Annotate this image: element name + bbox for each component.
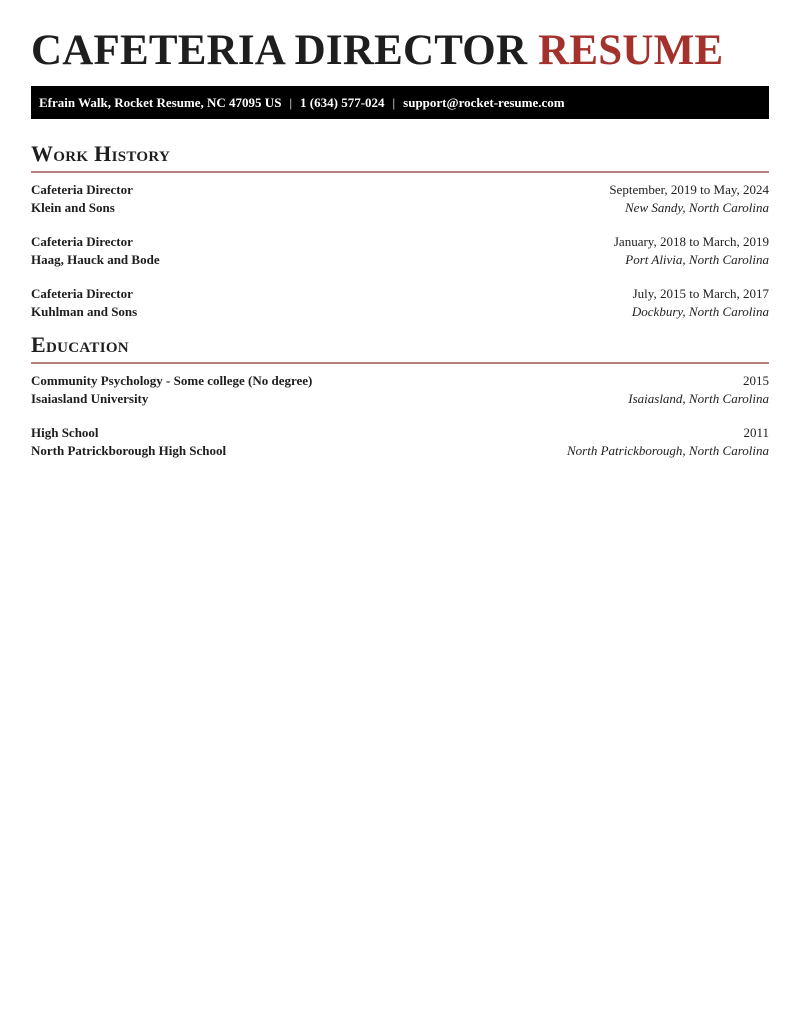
work-entry [31, 285, 769, 320]
education-entry [31, 372, 769, 407]
entry-row [31, 390, 769, 408]
institution-name: North Patrickborough High School [31, 442, 227, 458]
job-location: New Sandy, North Carolina [625, 199, 769, 215]
contact-address: Efrain Walk, Rocket Resume, NC 47095 US [39, 95, 282, 110]
job-location: Dockbury, North Carolina [631, 303, 769, 319]
job-dates: September, 2019 to May, 2024 [609, 182, 769, 197]
title-main: CAFETERIA DIRECTOR [31, 27, 528, 74]
resume-title [31, 27, 723, 75]
contact-bar [31, 86, 769, 119]
entry-row [31, 233, 769, 251]
entry-row [31, 285, 769, 303]
employer-name: Klein and Sons [31, 199, 115, 215]
job-dates: July, 2015 to March, 2017 [632, 286, 769, 301]
graduation-year: 2015 [743, 373, 769, 388]
contact-separator: | [289, 95, 293, 110]
job-location: Port Alivia, North Carolina [625, 251, 769, 267]
entry-row [31, 303, 769, 321]
degree-name: High School [31, 425, 99, 440]
institution-location: Isaiasland, North Carolina [628, 390, 769, 406]
entry-row [31, 442, 769, 460]
entry-row [31, 372, 769, 390]
entry-row [31, 251, 769, 269]
degree-name: Community Psychology - Some college (No degree) [31, 373, 313, 388]
institution-location: North Patrickborough, North Carolina [567, 442, 769, 458]
education-entry [31, 424, 769, 459]
entry-row [31, 181, 769, 199]
work-history-section [31, 141, 769, 337]
section-heading-work-history: Work History [31, 141, 171, 166]
work-entry [31, 233, 769, 268]
title-accent: RESUME [538, 27, 724, 74]
job-title: Cafeteria Director [31, 182, 133, 197]
job-dates: January, 2018 to March, 2019 [613, 234, 769, 249]
entry-row [31, 424, 769, 442]
section-heading-education: Education [31, 332, 129, 357]
education-section [31, 332, 769, 476]
work-entry [31, 181, 769, 216]
entry-row [31, 199, 769, 217]
section-divider [31, 171, 769, 173]
contact-phone: 1 (634) 577-024 [300, 95, 385, 110]
job-title: Cafeteria Director [31, 234, 133, 249]
contact-separator: | [392, 95, 396, 110]
institution-name: Isaiasland University [31, 390, 149, 406]
employer-name: Haag, Hauck and Bode [31, 251, 160, 267]
job-title: Cafeteria Director [31, 286, 133, 301]
section-divider [31, 362, 769, 364]
contact-email: support@rocket-resume.com [403, 95, 565, 110]
employer-name: Kuhlman and Sons [31, 303, 138, 319]
graduation-year: 2011 [743, 425, 769, 440]
